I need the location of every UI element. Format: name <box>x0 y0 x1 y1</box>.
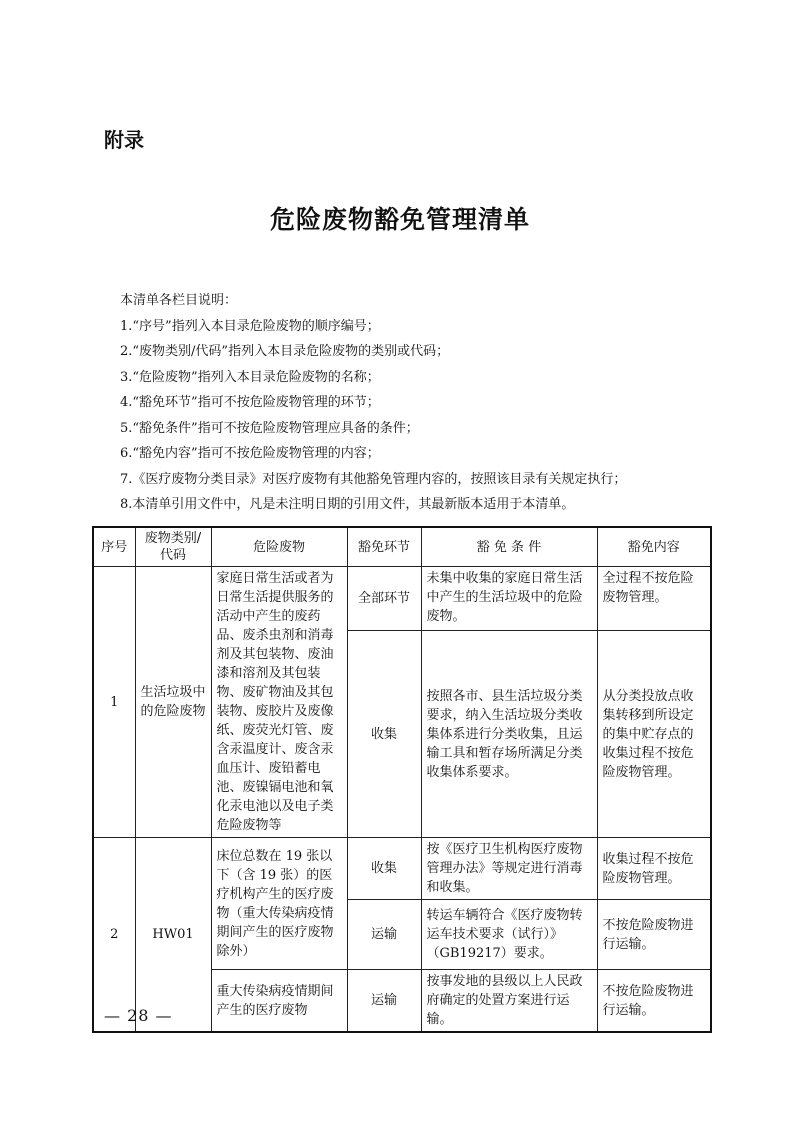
row1-stage-collect: 收集 <box>347 631 421 838</box>
row1-waste: 家庭日常生活或者为日常生活提供服务的活动中产生的废药品、废杀虫剂和消毒剂及其包装物、废油漆和溶剂及其包装物、废矿物油及其包装物、废胶片及废像纸、废荧光灯管、废含汞温度计、废含汞血压计、废铅蓄电池、废镍镉电池和氧化汞电池以及电子类危险废物等 <box>211 567 347 838</box>
table-header-row <box>93 527 711 567</box>
document-title: 危险废物豁免管理清单 <box>269 205 530 234</box>
note-item: 7.《医疗废物分类目录》对医疗废物有其他豁免管理内容的，按照该目录有关规定执行； <box>120 471 627 487</box>
row2-content-b: 不按危险废物进行运输。 <box>597 900 711 970</box>
page-number: — 28 — <box>104 1006 173 1025</box>
appendix-label: 附录 <box>104 128 144 152</box>
table-row <box>93 838 711 900</box>
row1-stage-all: 全部环节 <box>347 567 421 631</box>
row1-condition-b: 按照各市、县生活垃圾分类要求，纳入生活垃圾分类收集体系进行分类收集，且运输工具和暂存场所满足分类收集体系要求。 <box>421 631 597 838</box>
column-notes <box>120 288 710 518</box>
note-item: 5.“豁免条件”指可不按危险废物管理应具备的条件； <box>120 420 419 436</box>
note-item: 3.“危险废物”指列入本目录危险废物的名称； <box>120 369 380 385</box>
row2-stage-collect: 收集 <box>347 838 421 900</box>
header-seq: 序号 <box>93 527 135 567</box>
row2-seq: 2 <box>93 838 135 1033</box>
row2-condition-c: 按事发地的县级以上人民政府确定的处置方案进行运输。 <box>421 970 597 1033</box>
note-item: 1.“序号”指列入本目录危险废物的顺序编号； <box>120 318 380 334</box>
row2-condition-b: 转运车辆符合《医疗废物转运车技术要求（试行）》（GB19217）要求。 <box>421 900 597 970</box>
header-waste: 危险废物 <box>211 527 347 567</box>
note-item: 2.“废物类别/代码”指列入本目录危险废物的类别或代码； <box>120 344 450 359</box>
row2-waste-a: 床位总数在 19 张以下（含 19 张）的医疗机构产生的医疗废物（重大传染病疫情期间产生的医疗废物除外） <box>211 838 347 970</box>
row1-content-a: 全过程不按危险废物管理。 <box>597 567 711 631</box>
note-item: 6.“豁免内容”指可不按危险废物管理的内容； <box>120 446 380 461</box>
header-content: 豁免内容 <box>597 527 711 567</box>
row1-category: 生活垃圾中的危险废物 <box>135 567 211 838</box>
row2-stage-transport-c: 运输 <box>347 970 421 1033</box>
header-stage: 豁免环节 <box>347 527 421 567</box>
row1-condition-a: 未集中收集的家庭日常生活中产生的生活垃圾中的危险废物。 <box>421 567 597 631</box>
row2-stage-transport: 运输 <box>347 900 421 970</box>
row2-content-a: 收集过程不按危险废物管理。 <box>597 838 711 900</box>
note-item: 8.本清单引用文件中，凡是未注明日期的引用文件，其最新版本适用于本清单。 <box>120 497 575 512</box>
note-item: 4.“豁免环节”指可不按危险废物管理的环节； <box>120 395 380 410</box>
table-row <box>93 567 711 631</box>
row1-content-b: 从分类投放点收集转移到所设定的集中贮存点的收集过程不按危险废物管理。 <box>597 631 711 838</box>
row2-category: HW01 <box>135 838 211 1033</box>
row2-waste-c: 重大传染病疫情期间产生的医疗废物 <box>211 970 347 1033</box>
row2-condition-a: 按《医疗卫生机构医疗废物管理办法》等规定进行消毒和收集。 <box>421 838 597 900</box>
exemption-table <box>92 526 712 1033</box>
note-intro: 本清单各栏目说明： <box>120 293 238 308</box>
row1-seq: 1 <box>93 567 135 838</box>
header-condition: 豁 免 条 件 <box>421 527 597 567</box>
row2-content-c: 不按危险废物进行运输。 <box>597 970 711 1033</box>
header-category: 废物类别/代码 <box>135 527 211 567</box>
